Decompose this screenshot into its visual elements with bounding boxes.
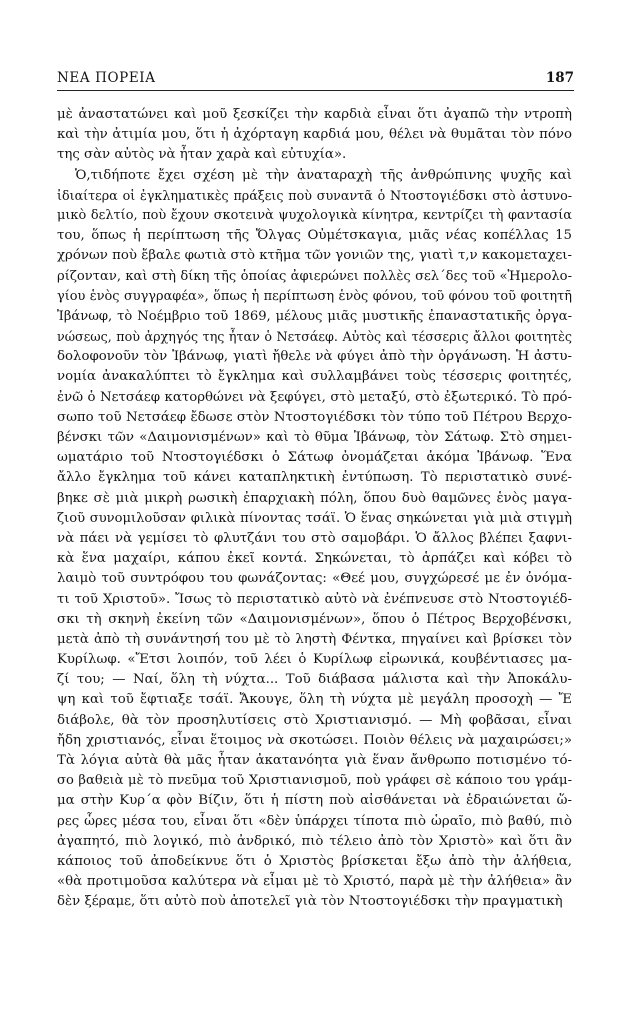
text-line: τι τοῦ Χριστοῦ». Ἴσως τὸ περιστατικὸ αὐτὸ νὰ ἐνέπνευσε στὸ Ντοστογιέδ- (57, 591, 572, 607)
text-line: Τὰ λόγια αὐτὰ θὰ μᾶς ἦταν ἀκατανόητα γιὰ ἕναν ἄνθρωπο ποτισμένο τό- (57, 753, 572, 768)
text-line: μετὰ ἀπὸ τὴ συνάντησή του μὲ τὸ ληστὴ Φέντκα, πηγαίνει καὶ βρίσκει τὸν (57, 631, 572, 647)
text-line: χρόνων ποὺ ἔβαλε φωτιὰ στὸ κτῆμα τῶν γονιῶν της, γιατὶ τ,ν κακομεταχει- (57, 248, 572, 264)
header-rule (57, 90, 574, 91)
text-line: ἐνῶ ὁ Νετσάεφ κατορθώνει νὰ ξεφύγει, στὸ μεταξύ, στὸ ἐξωτερικό. Τὸ πρό- (57, 389, 572, 405)
text-line: λαιμὸ τοῦ συντρόφου του φωνάζοντας: «Θεέ μου, συγχώρεσέ με ἐν ὀνόμα- (57, 571, 572, 587)
page-header (57, 68, 574, 94)
text-line: νώσεως, ποὺ ἀρχηγός της ἦταν ὁ Νετσάεφ. Αὐτὸς καὶ τέσσερις ἄλλοι φοιτητὲς (57, 329, 572, 345)
text-line: ἀγαπητό, πιὸ λογικό, πιὸ ἀνδρικό, πιὸ τέλειο ἀπὸ τὸν Χριστὸ» καὶ ὅτι ἂν (57, 833, 572, 849)
text-line: σο βαθειὰ μὲ τὸ πνεῦμα τοῦ Χριστιανισμοῦ, ποὺ γράφει σὲ κάποιο του γράμ- (57, 773, 572, 789)
text-line: Κυρίλωφ. «Ἔτσι λοιπόν, τοῦ λέει ὁ Κυρίλωφ εἰρωνικά, κουβέντιασες μα- (57, 652, 572, 668)
text-line: διάβολε, θὰ τὸν προσηλυτίσεις στὸ Χριστιανισμό. — Μὴ φοβᾶσαι, εἶναι (57, 712, 572, 728)
text-line: γίου ἑνὸς συγγραφέα», ὅπως ἡ περίπτωση ἑνὸς φόνου, τοῦ φόνου τοῦ φοιτητῆ (57, 288, 572, 304)
text-line: σκι τὴ σκηνὴ ἐκείνη τῶν «Δαιμονισμένων», ὅπου ὁ Πέτρος Βερχοβένσκι, (57, 611, 572, 627)
text-line: ἄλλο ἔγκλημα τοῦ κάνει καταπληκτικὴ ἐντύπωση. Τὸ περιστατικὸ συνέ- (57, 470, 572, 486)
text-line: ἤδη χριστιανός, εἶναι ἕτοιμος νὰ σκοτώσει. Ποιὸν θέλεις νὰ μαχαιρώσει;» (57, 732, 572, 748)
text-line: κὰ ἕνα μαχαίρι, κάπου ἐκεῖ κοντά. Σηκώνεται, τὸ ἁρπάζει καὶ κόβει τὸ (57, 551, 572, 567)
text-line: βένσκι τῶν «Δαιμονισμένων» καὶ τὸ θῦμα Ἰβάνωφ, τὸν Σάτωφ. Στὸ σημει- (57, 430, 572, 445)
text-line: ἰδιαίτερα οἱ ἐγκληματικὲς πράξεις ποὺ συναντᾶ ὁ Ντοστογιέδσκι στὸ ἀστυνο- (57, 187, 572, 203)
paragraph (57, 105, 572, 166)
page-number: 187 (545, 70, 574, 86)
text-line: ζί του; — Ναί, ὅλη τὴ νύχτα... Τοῦ διάβασα μάλιστα καὶ τὴν Ἀποκάλυ- (57, 672, 572, 688)
text-line: ωματάριο τοῦ Ντοστογιέδσκι ὁ Σάτωφ ὀνομάζεται ἀκόμα Ἰβάνωφ. Ἕνα (57, 450, 572, 466)
text-line: δὲν ξέραμε, ὅτι αὐτὸ ποὺ ἀποτελεῖ γιὰ τὸν Ντοστογιέδσκι τὴν πραγματικὴ (57, 894, 563, 910)
text-line: της σὰν αὐτὸς νὰ ἦταν χαρὰ καὶ εὐτυχία». (57, 147, 347, 163)
text-line: μα στὴν Κυρ΄α φὸν Βίζιν, ὅτι ἡ πίστη ποὺ αἰσθάνεται νὰ ἑδραιώνεται ὥ- (57, 793, 572, 809)
text-line: βηκε σὲ μιὰ μικρὴ ρωσικὴ ἐπαρχιακὴ πόλη, ὅπου δυὸ θαμῶνες ἑνὸς μαγα- (57, 490, 572, 506)
text-line: καὶ τὴν ἀτιμία μου, ὅτι ἡ ἀχόρταγη καρδιά μου, θέλει νὰ θυμᾶται τὸν πόνο (57, 127, 572, 143)
text-line: νομία ἀνακαλύπτει τὸ ἔγκλημα καὶ συλλαμβάνει τοὺς τέσσερις φοιτητές, (57, 369, 572, 385)
text-line: ψη καὶ τοῦ ἔφτιαξε τσάϊ. Ἄκουγε, ὅλη τὴ νύχτα μὲ μεγάλη προσοχὴ — Ἔ (57, 692, 572, 708)
text-line: σωπο τοῦ Νετσάεφ ἔδωσε στὸν Ντοστογιέδσκι τὸν τύπο τοῦ Πέτρου Βερχο- (57, 409, 572, 425)
text-line: δολοφονοῦν τὸν Ἰβάνωφ, γιατὶ ἤθελε νὰ φύγει ἀπὸ τὴν ὀργάνωση. Ἡ ἀστυ- (57, 349, 572, 365)
text-line: μὲ ἀναστατώνει καὶ μοῦ ξεσκίζει τὴν καρδιὰ εἶναι ὅτι ἀγαπῶ τὴν ντροπὴ (57, 107, 572, 122)
text-line: μικὸ δελτίο, ποὺ ἔχουν σκοτεινὰ ψυχολογικὰ κίνητρα, κεντρίζει τὴ φαντασία (57, 207, 572, 223)
text-line: κάποιος τοῦ ἀποδείκνυε ὅτι ὁ Χριστὸς βρίσκεται ἔξω ἀπὸ τὴν ἀλήθεια, (57, 853, 572, 869)
running-head: ΝΕΑ ΠΟΡΕΙΑ (57, 70, 156, 86)
text-line: ρες ὧρες μέσα του, εἶναι ὅτι «δὲν ὑπάρχει τίποτα πιὸ ὡραῖο, πιὸ βαθύ, πιὸ (57, 813, 572, 829)
text-line: του, ὅπως ἡ περίπτωση τῆς Ὄλγας Οὐμέτσκαγια, μιᾶς νέας κοπέλλας 15 (57, 228, 572, 244)
text-line: Ἰβάνωφ, τὸ Νοέμβριο τοῦ 1869, μέλους μιᾶς μυστικῆς ἐπαναστατικῆς ὀργα- (57, 308, 572, 324)
text-line: ρίζονταν, καὶ στὴ δίκη τῆς ὁποίας ἀφιερώνει πολλὲς σελ΄δες τοῦ «Ἡμερολο- (57, 268, 572, 284)
text-line: ζιοῦ συνομιλοῦσαν φιλικὰ πίνοντας τσάϊ. Ὁ ἕνας σηκώνεται γιὰ μιὰ στιγμὴ (57, 510, 572, 526)
paragraph (57, 166, 572, 913)
text-line: Ὁ,τιδήποτε ἔχει σχέση μὲ τὴν ἀναταραχὴ τῆς ἀνθρώπινης ψυχῆς καὶ (75, 167, 572, 183)
text-line: «θὰ προτιμοῦσα καλύτερα νὰ εἶμαι μὲ τὸ Χριστό, παρὰ μὲ τὴν ἀλήθεια» ἂν (57, 874, 572, 890)
text-line: νὰ πάει νὰ γεμίσει τὸ φλυτζάνι του στὸ σαμοβάρι. Ὁ ἄλλος βλέπει ξαφνι- (57, 530, 572, 546)
body-text (57, 105, 572, 913)
